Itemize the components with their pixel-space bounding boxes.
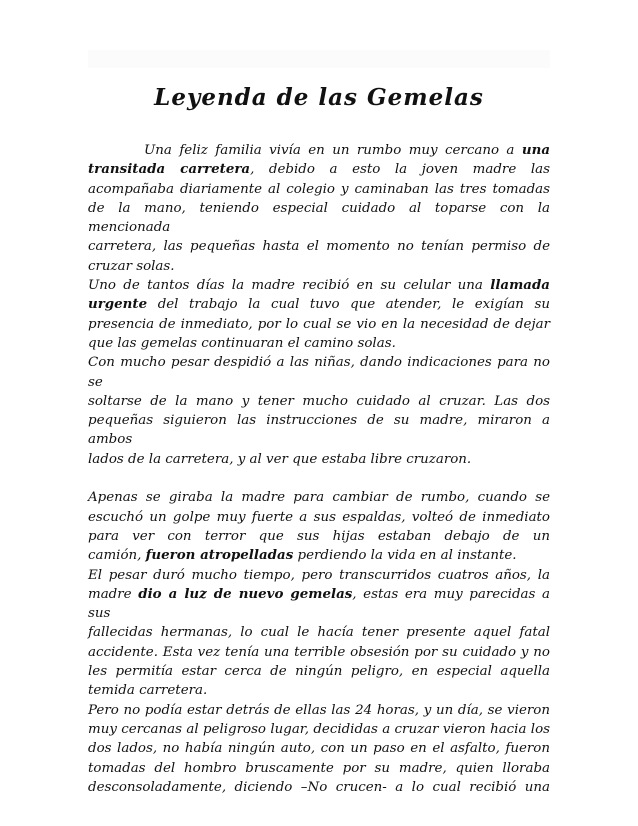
text-segment: Una feliz familia vivía en un rumbo muy cercano a xyxy=(144,143,522,158)
text-line xyxy=(88,546,550,565)
text-line xyxy=(88,759,550,778)
text-line xyxy=(88,334,550,353)
text-segment: acompañaba diariamente al colegio y caminaban las tres tomadas xyxy=(88,181,550,197)
text-segment: perdiendo la vida en al instante. xyxy=(293,548,517,564)
text-segment: accidente. Esta vez tenía una terrible obsesión por su cuidado y no xyxy=(88,644,550,660)
text-line xyxy=(88,701,550,720)
text-line xyxy=(88,160,550,179)
text-line xyxy=(88,237,550,256)
text-line xyxy=(88,508,550,527)
text-segment: les permitía estar cerca de ningún peligro, en especial aquella xyxy=(88,664,550,680)
text-segment: desconsoladamente, diciendo –No crucen- a lo cual recibió una xyxy=(88,779,550,795)
text-line xyxy=(88,353,550,392)
text-segment: para ver con terror que sus hijas estaban debajo de un xyxy=(88,528,550,544)
emphasis-text: llamada xyxy=(490,277,550,294)
text-line xyxy=(88,527,550,546)
text-segment: que las gemelas continuaran el camino solas. xyxy=(88,335,396,351)
text-segment: Con mucho pesar despidió a las niñas, dando indicaciones para no se xyxy=(88,355,550,390)
text-line xyxy=(88,199,550,238)
text-line xyxy=(88,662,550,681)
text-segment: muy cercanas al peligroso lugar, decididas a cruzar vieron hacia los xyxy=(88,721,550,737)
text-line xyxy=(88,643,550,662)
text-segment: , estas era muy parecidas a sus xyxy=(88,586,550,622)
header-band xyxy=(88,50,550,68)
text-segment: camión, xyxy=(88,548,146,564)
text-line xyxy=(88,585,550,624)
text-line xyxy=(88,720,550,739)
text-segment: presencia de inmediato, por lo cual se vio en la necesidad de dejar xyxy=(88,316,550,332)
emphasis-text: urgente xyxy=(88,296,148,313)
text-segment: lados de la carretera, y al ver que estaba libre cruzaron. xyxy=(88,451,472,467)
document-title: Leyenda de las Gemelas xyxy=(154,84,484,111)
text-segment: pequeñas siguieron las instrucciones de su madre, miraron a ambos xyxy=(88,413,550,448)
text-segment: del trabajo la cual tuvo que atender, le exigían su xyxy=(147,297,550,313)
text-line xyxy=(88,681,550,700)
text-line xyxy=(88,295,550,314)
text-line xyxy=(88,257,550,276)
text-segment: madre xyxy=(88,586,139,602)
text-line xyxy=(88,739,550,758)
text-line xyxy=(88,180,550,199)
emphasis-text: fueron atropelladas xyxy=(145,547,294,564)
paragraph-gap xyxy=(88,469,550,488)
text-segment: cruzar solas. xyxy=(88,258,175,274)
text-line xyxy=(88,566,550,585)
text-line xyxy=(88,450,550,469)
emphasis-text: dio a luz de nuevo gemelas xyxy=(138,585,353,602)
text-segment: El pesar duró mucho tiempo, pero transcurridos cuatros años, la xyxy=(88,567,550,583)
text-segment: de la mano, teniendo especial cuidado al toparse con la mencionada xyxy=(88,200,550,236)
document-body xyxy=(88,141,550,797)
text-segment: fallecidas hermanas, lo cual le hacía tener presente aquel fatal xyxy=(88,625,550,641)
text-segment: , debido a esto la joven madre las xyxy=(250,162,550,178)
text-segment: temida carretera. xyxy=(88,683,208,699)
emphasis-text: una xyxy=(521,142,550,158)
text-line xyxy=(88,778,550,797)
text-line xyxy=(88,392,550,411)
text-segment: dos lados, no había ningún auto, con un paso en el asfalto, fueron xyxy=(88,741,550,757)
text-segment: escuchó un golpe muy fuerte a sus espaldas, volteó de inmediato xyxy=(88,509,550,525)
text-segment: Uno de tantos días la madre recibió en su celular una xyxy=(88,278,491,294)
text-line xyxy=(88,488,550,507)
emphasis-text: transitada carretera xyxy=(88,161,251,178)
text-line xyxy=(88,315,550,334)
text-segment: tomadas del hombro bruscamente por su madre, quien lloraba xyxy=(88,760,550,776)
text-segment: carretera, las pequeñas hasta el momento no tenían permiso de xyxy=(88,239,550,255)
text-line xyxy=(88,411,550,450)
text-line xyxy=(88,623,550,642)
text-segment: Pero no podía estar detrás de ellas las 24 horas, y un día, se vieron xyxy=(88,702,550,718)
text-segment: Apenas se giraba la madre para cambiar de rumbo, cuando se xyxy=(88,490,550,506)
text-line xyxy=(88,276,550,295)
text-segment: soltarse de la mano y tener mucho cuidado al cruzar. Las dos xyxy=(88,393,550,409)
text-line xyxy=(88,141,550,160)
